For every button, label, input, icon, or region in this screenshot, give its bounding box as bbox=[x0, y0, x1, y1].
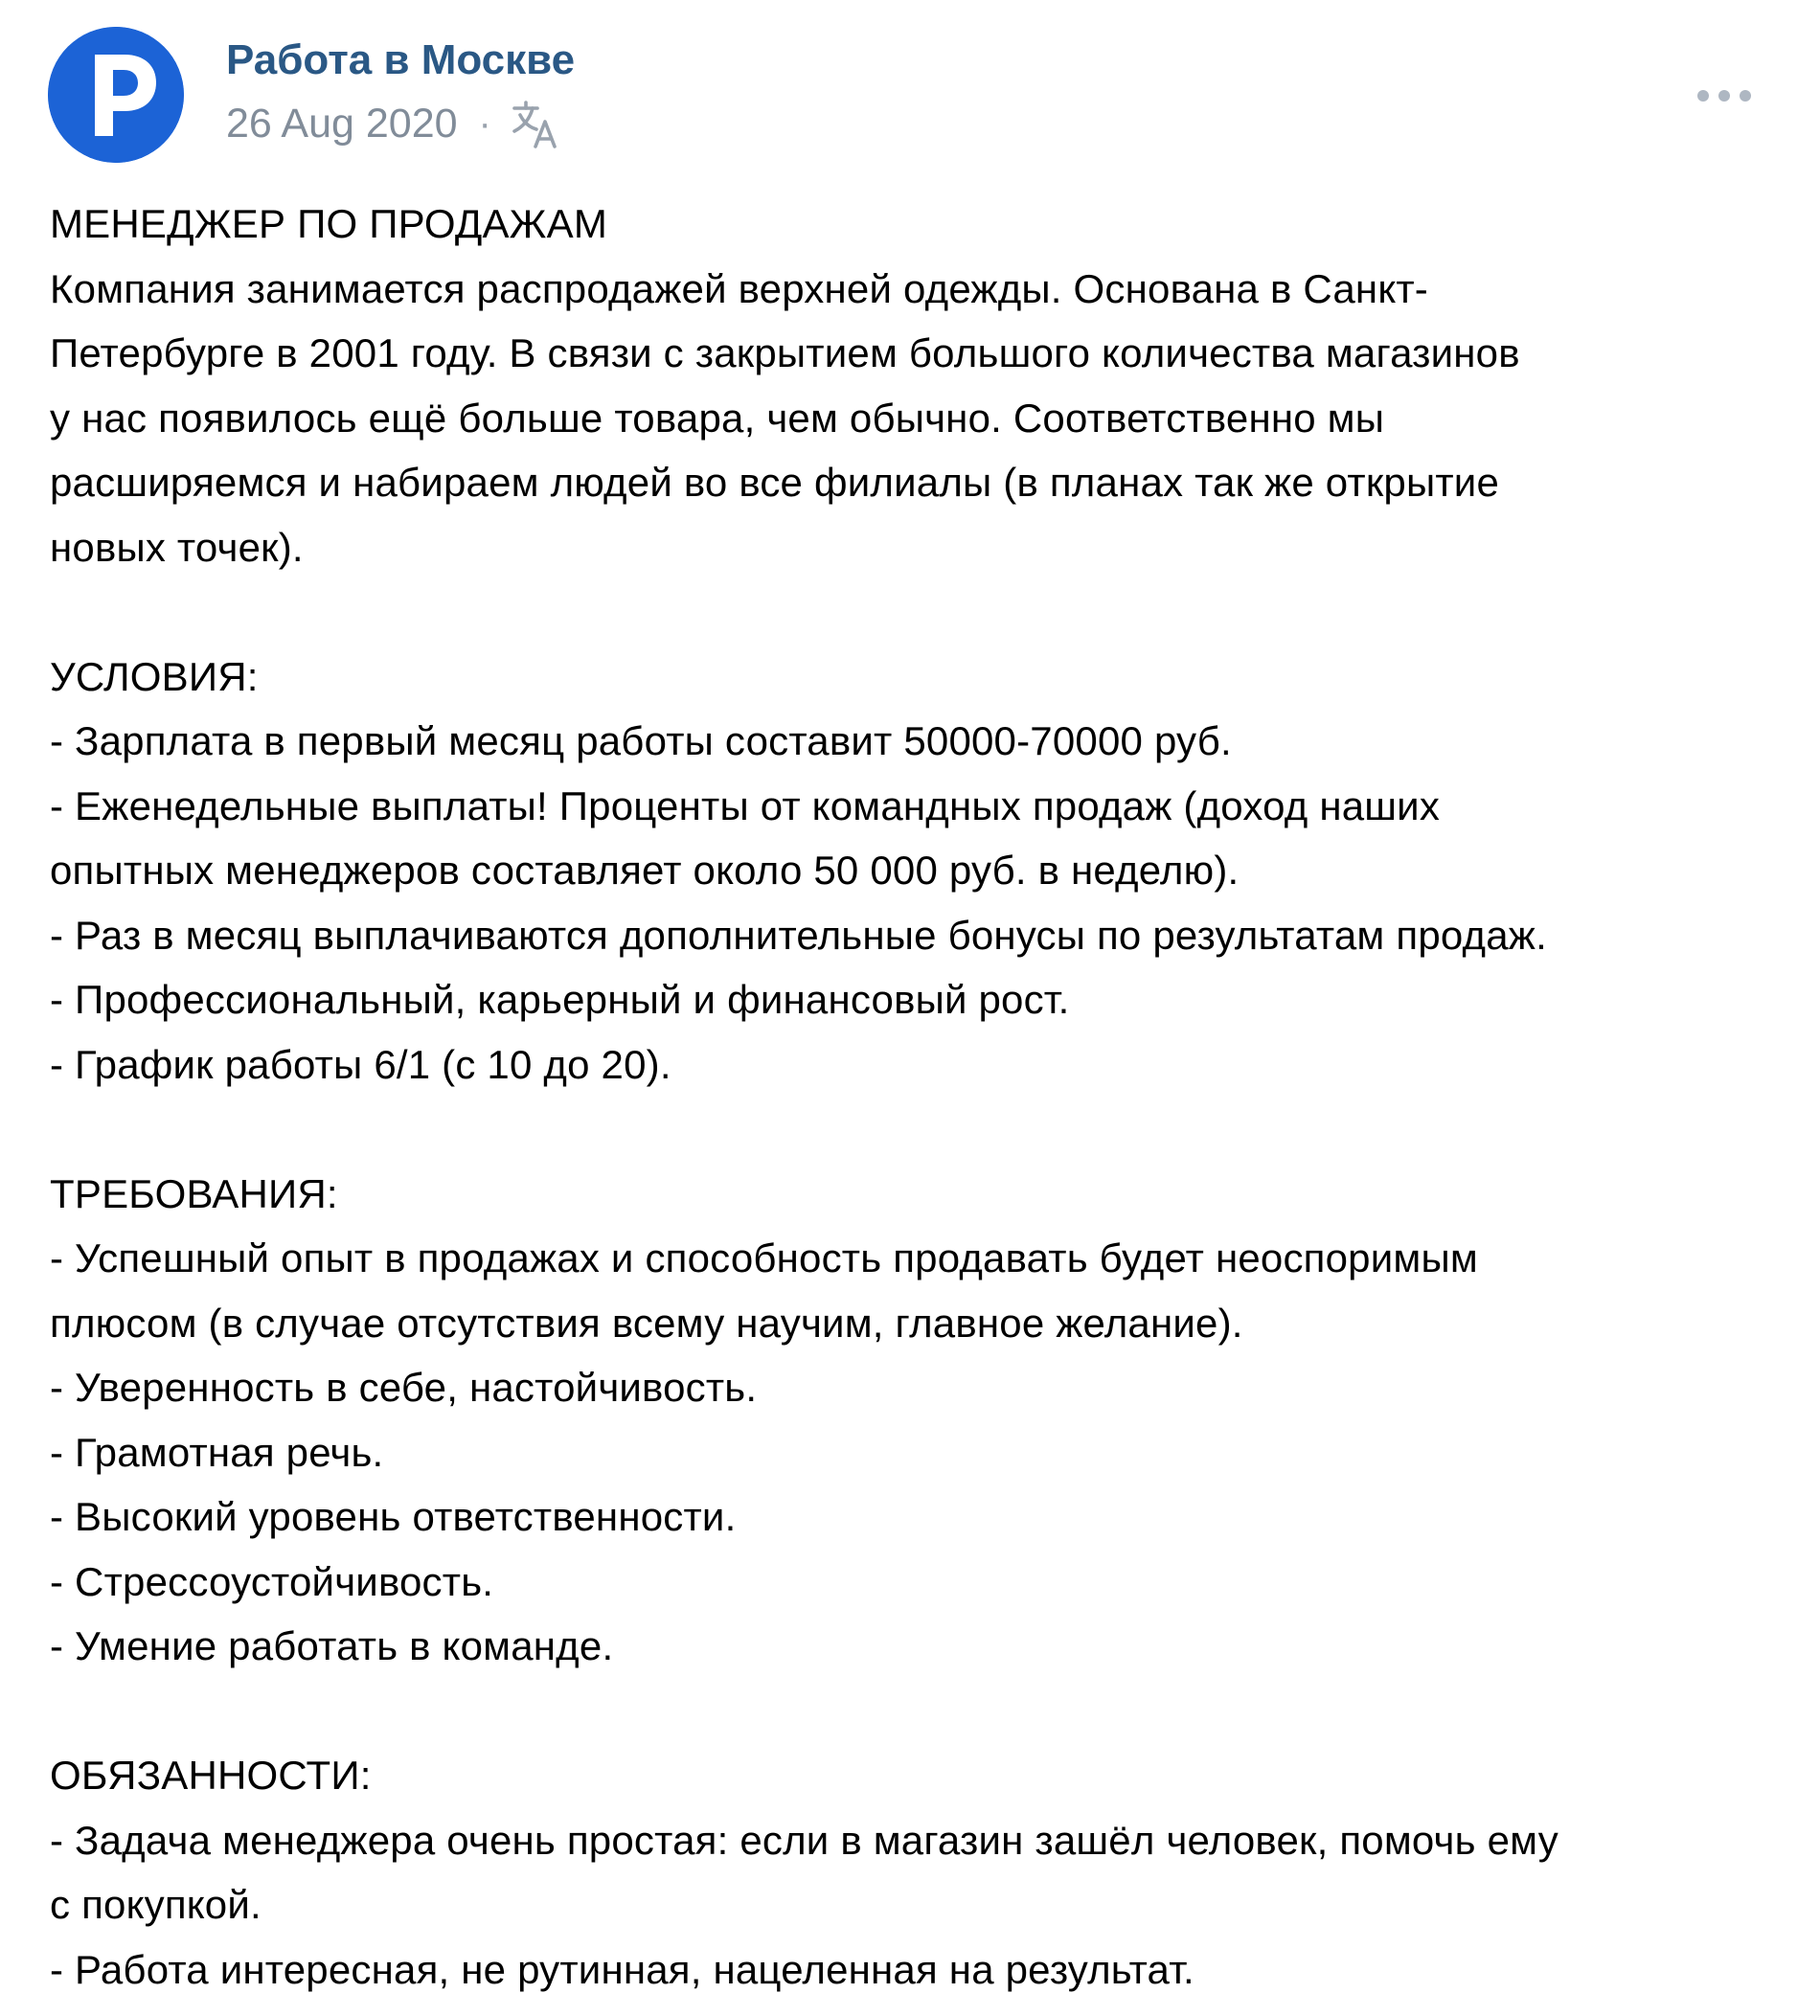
post-header bbox=[48, 27, 1772, 167]
post-text-line: - Стрессоустойчивость. bbox=[50, 1558, 494, 1604]
more-options-icon[interactable] bbox=[1694, 84, 1755, 107]
post-text-line: ТРЕБОВАНИЯ: bbox=[50, 1170, 338, 1216]
post-text-line: - Успешный опыт в продажах и способность продавать будет неоспоримым bbox=[50, 1235, 1478, 1280]
post-text-line: Петербурге в 2001 году. В связи с закрытием большого количества магазинов bbox=[50, 330, 1520, 375]
meta-separator: · bbox=[478, 102, 491, 145]
post-text-line: - Зарплата в первый месяц работы составит 50000-70000 руб. bbox=[50, 718, 1232, 763]
translate-icon[interactable] bbox=[509, 97, 562, 150]
post-text-line: с покупкой. bbox=[50, 1882, 262, 1927]
post-text-line: Компания занимается распродажей верхней одежды. Основана в Санкт- bbox=[50, 265, 1428, 311]
post-text-line: - Уверенность в себе, настойчивость. bbox=[50, 1365, 758, 1410]
post-text-line: - Профессиональный, карьерный и финансовый рост. bbox=[50, 977, 1070, 1022]
post-text-line: у нас появилось ещё больше товара, чем обычно. Соответственно мы bbox=[50, 395, 1385, 441]
blank-line bbox=[50, 579, 1793, 645]
post-text-line: - Еженедельные выплаты! Проценты от командных продаж (доход наших bbox=[50, 782, 1441, 828]
post-text-line: новых точек). bbox=[50, 524, 304, 570]
post-text-line: расширяемся и набираем людей во все филиалы (в планах так же открытие bbox=[50, 460, 1500, 505]
post-text-line: опытных менеджеров составляет около 50 000 руб. в неделю). bbox=[50, 848, 1240, 893]
avatar-letter-p-icon bbox=[48, 27, 184, 163]
post-text-line: МЕНЕДЖЕР ПО ПРОДАЖАМ bbox=[50, 201, 608, 246]
post-text-line: - График работы 6/1 (с 10 до 20). bbox=[50, 1041, 671, 1087]
author-name[interactable]: Работа в Москве bbox=[226, 36, 576, 83]
blank-line bbox=[50, 1097, 1793, 1162]
post-date[interactable]: 26 Aug 2020 bbox=[226, 101, 458, 147]
post-text-line: - Грамотная речь. bbox=[50, 1429, 384, 1475]
post-text-line: - Раз в месяц выплачиваются дополнительные бонусы по результатам продаж. bbox=[50, 912, 1547, 958]
post-text-line: - Высокий уровень ответственности. bbox=[50, 1494, 737, 1539]
post-meta bbox=[226, 94, 562, 153]
post-text-line: - Задача менеджера очень простая: если в магазин зашёл человек, помочь ему bbox=[50, 1817, 1558, 1863]
blank-line bbox=[50, 1679, 1793, 1744]
post-text-line: УСЛОВИЯ: bbox=[50, 653, 259, 699]
avatar[interactable] bbox=[48, 27, 184, 163]
post-text-line: - Работа интересная, не рутинная, нацеленная на результат. bbox=[50, 1946, 1194, 1992]
post-text-line: ОБЯЗАННОСТИ: bbox=[50, 1753, 372, 1798]
post-text bbox=[50, 192, 1793, 2002]
post-text-line: плюсом (в случае отсутствия всему научим, главное желание). bbox=[50, 1300, 1243, 1346]
post-text-line: - Умение работать в команде. bbox=[50, 1623, 614, 1668]
